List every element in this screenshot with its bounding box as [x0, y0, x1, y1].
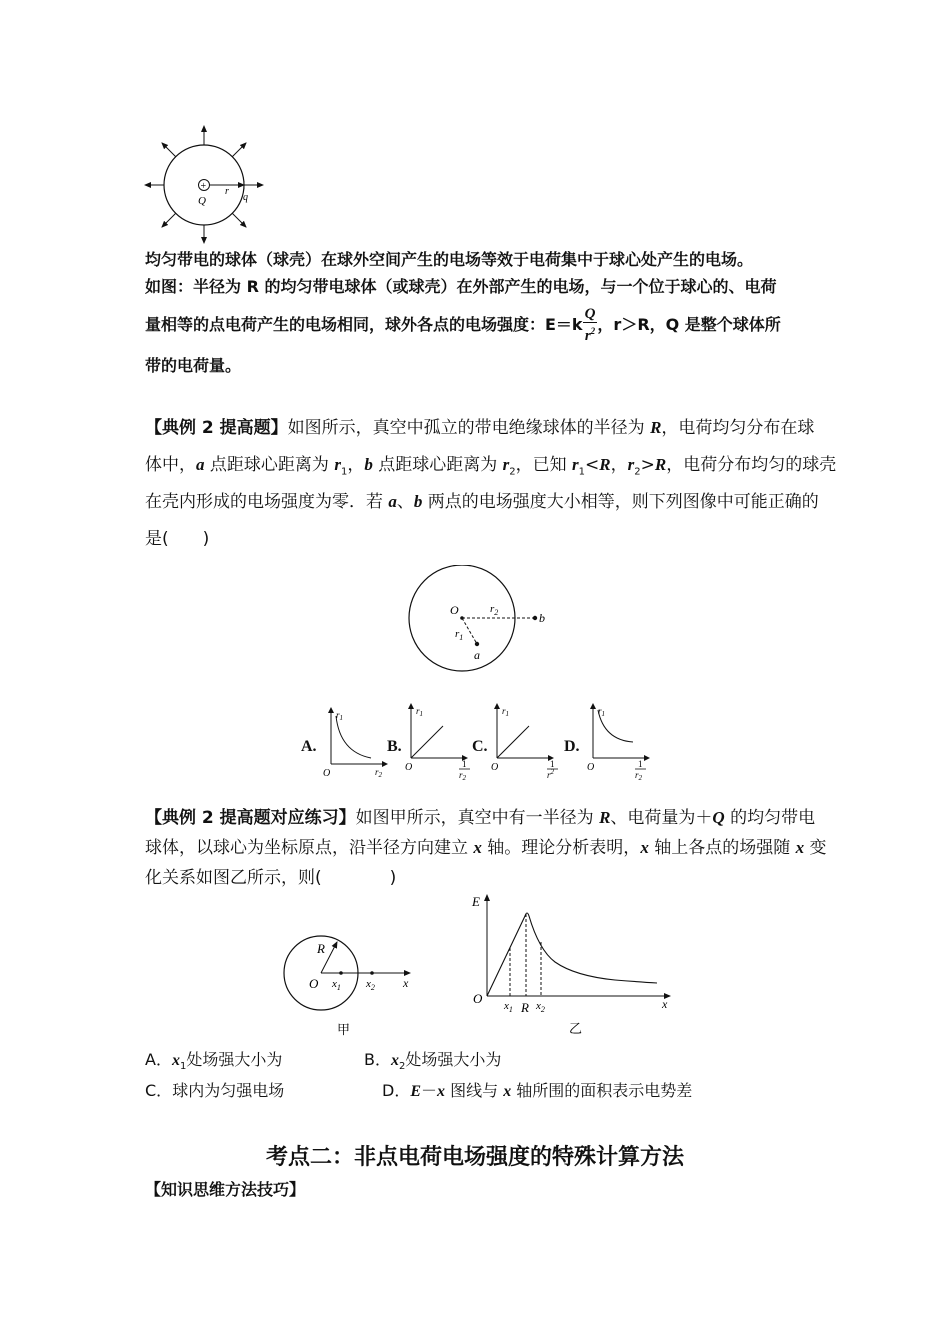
example2-text: 点距球心距离为 — [372, 455, 503, 475]
choice-C-text: 球内为匀强电场 — [172, 1081, 285, 1100]
label-O: O — [450, 603, 459, 617]
var-x: x — [795, 838, 805, 857]
yi-x: x — [662, 997, 668, 1011]
minus-sign: － — [421, 1081, 438, 1100]
var-a: a — [196, 455, 205, 474]
C-origin: O — [491, 762, 499, 773]
choice-B[interactable] — [364, 1050, 501, 1077]
practice-tag: 【典例 2 提高题对应练习】 — [145, 808, 356, 828]
jia-O: O — [309, 976, 319, 991]
yi-x1: $x_1$ — [504, 1000, 513, 1014]
example2-text: ，电荷分布均匀的球壳 — [666, 455, 837, 475]
var-r1: r — [572, 455, 579, 474]
A-xaxis: $r_2$ — [375, 767, 383, 779]
label-r1: $r_1$ — [455, 628, 464, 642]
sub-1: 1 — [179, 1061, 187, 1073]
var-x: x — [171, 1052, 180, 1069]
sub-1: 1 — [578, 466, 586, 478]
section-title: 考点二：非点电荷电场强度的特殊计算方法 — [265, 1145, 684, 1170]
example2-tag: 【典例 2 提高题】 — [145, 418, 288, 438]
var-b: b — [413, 492, 423, 511]
B-xaxis-num: 1 — [462, 759, 467, 769]
intro-line-4: 带的电荷量。 — [145, 356, 242, 375]
practice-text: 轴上各点的场强随 — [648, 838, 796, 858]
coulomb-fraction — [583, 306, 598, 344]
yi-R: R — [521, 1000, 529, 1015]
C-xaxis-den: $r^2$ — [547, 768, 555, 780]
practice-line-3: 化关系如图乙所示，则( ) — [145, 868, 397, 888]
choice-B-letter: B． — [364, 1050, 391, 1069]
sub-1: 1 — [340, 466, 348, 478]
choice-D-text: 轴所围的面积表示电势差 — [511, 1081, 693, 1100]
var-x: x — [390, 1052, 399, 1069]
var-x: x — [640, 838, 649, 857]
intro-line-3-post: ，r＞R，Q 是整个球体所 — [597, 315, 781, 334]
choice-D-letter: D． — [382, 1081, 411, 1100]
yi-caption: 乙 — [569, 1021, 583, 1036]
plus-sign: + — [200, 181, 207, 192]
yi-E: E — [472, 894, 480, 909]
graph-C — [491, 704, 558, 780]
option-A-label: A. — [301, 738, 317, 755]
option-C-label: C. — [472, 738, 488, 755]
fraction-denominator: r — [584, 328, 591, 344]
example2-text: ， — [610, 455, 628, 475]
var-Q: Q — [712, 808, 725, 827]
D-xaxis-num: 1 — [638, 759, 643, 769]
section-subtitle: 【知识思维方法技巧】 — [145, 1180, 306, 1199]
label-a: a — [474, 648, 480, 662]
graph-D — [587, 704, 649, 782]
practice-text: 变 — [804, 838, 827, 858]
sub-2: 2 — [634, 466, 641, 478]
sphere-ab-figure — [400, 565, 560, 680]
D-yaxis: $r_1$ — [598, 706, 606, 718]
var-R: R — [654, 455, 667, 474]
choice-B-text: 处场强大小为 — [405, 1050, 502, 1069]
A-origin: O — [323, 768, 331, 779]
intro-line-3 — [145, 306, 781, 344]
var-R: R — [650, 418, 662, 437]
choice-C-letter: C． — [145, 1081, 173, 1100]
charged-sphere-figure — [140, 120, 270, 250]
C-yaxis: $r_1$ — [502, 706, 510, 718]
intro-line-3-pre: 量相等的点电荷产生的电场相同，球外各点的电场强度：E＝k — [145, 315, 583, 334]
jia-caption: 甲 — [337, 1022, 351, 1037]
option-B-label: B. — [387, 738, 402, 755]
example2-line-2 — [145, 455, 836, 482]
var-r2: r — [502, 455, 510, 474]
var-x: x — [473, 838, 482, 857]
example2-text: 体中， — [145, 455, 196, 475]
B-yaxis: $r_1$ — [416, 706, 424, 718]
var-r1: r — [334, 455, 341, 474]
sub-2: 2 — [509, 466, 516, 478]
practice-text: 如图甲所示，真空中有一半径为 — [355, 808, 600, 828]
var-x: x — [437, 1083, 446, 1100]
example2-text: 点距球心距离为 — [204, 455, 335, 475]
example2-line-4: 是( ) — [145, 529, 210, 549]
var-a: a — [388, 492, 397, 511]
var-b: b — [364, 455, 373, 474]
example2-text: 两点的电场强度大小相等，则下列图像中可能正确的 — [422, 492, 819, 512]
practice-text: 、电荷量为＋ — [610, 808, 713, 828]
label-b: b — [539, 611, 545, 625]
fraction-numerator: Q — [584, 306, 596, 322]
intro-line-1: 均匀带电的球体（球壳）在球外空间产生的电场等效于电荷集中于球心处产生的电场。 — [145, 250, 754, 269]
example2-text: ， — [347, 455, 365, 475]
yi-O: O — [473, 991, 483, 1006]
practice-text: 的均匀带电 — [724, 808, 816, 828]
yi-x2: $x_2$ — [536, 1000, 545, 1014]
example2-text: 如图所示，真空中孤立的带电绝缘球体的半径为 — [287, 418, 651, 438]
var-R: R — [599, 455, 611, 474]
jia-x2: $x_2$ — [366, 978, 375, 992]
A-yaxis: $r_1$ — [336, 710, 344, 722]
B-xaxis-den: $r_2$ — [459, 770, 467, 782]
var-E: E — [410, 1083, 421, 1100]
B-origin: O — [405, 762, 413, 773]
choice-D-text: 图线与 — [445, 1081, 504, 1100]
choice-A-letter: A． — [145, 1050, 172, 1069]
intro-line-2: 如图：半径为 R 的均匀带电球体（或球壳）在外部产生的电场，与一个位于球心的、电荷 — [145, 277, 777, 296]
example2-line-1 — [145, 418, 814, 438]
example2-text: > — [640, 455, 655, 475]
example2-line-3 — [145, 492, 819, 512]
var-r2: r — [627, 455, 635, 474]
example2-text: ，电荷均匀分布在球 — [661, 418, 815, 438]
label-q: q — [243, 192, 248, 203]
label-r2: $r_2$ — [490, 603, 499, 617]
label-Q: Q — [198, 195, 206, 207]
practice-line-2 — [145, 838, 827, 858]
fraction-denominator-power: 2 — [590, 326, 596, 336]
practice-text: 球体，以球心为坐标原点，沿半径方向建立 — [145, 838, 474, 858]
example2-text: ，已知 — [515, 455, 573, 475]
sub-2: 2 — [398, 1061, 406, 1073]
example2-text: 、 — [396, 492, 414, 512]
var-R: R — [599, 808, 611, 827]
choice-D[interactable] — [382, 1081, 692, 1102]
figure-yi — [465, 890, 680, 1040]
jia-x1: $x_1$ — [332, 978, 341, 992]
graph-B — [405, 704, 470, 782]
example2-text: 在壳内形成的电场强度为零．若 — [145, 492, 389, 512]
graph-A — [323, 708, 387, 779]
figure-jia — [275, 930, 425, 1040]
jia-R: R — [317, 941, 325, 956]
D-origin: O — [587, 762, 595, 773]
D-xaxis-den: $r_2$ — [635, 770, 643, 782]
practice-line-1 — [145, 808, 815, 828]
practice-text: 轴。理论分析表明， — [481, 838, 641, 858]
choice-A-text: 处场强大小为 — [186, 1050, 283, 1069]
example2-text: < — [585, 455, 600, 475]
choice-A[interactable] — [145, 1050, 282, 1077]
option-graphs — [315, 700, 665, 782]
label-r: r — [225, 186, 229, 197]
var-x: x — [503, 1083, 512, 1100]
C-xaxis-num: 1 — [550, 759, 555, 769]
option-D-label: D. — [564, 738, 580, 755]
choice-C[interactable] — [145, 1081, 284, 1101]
jia-x: x — [403, 976, 409, 990]
